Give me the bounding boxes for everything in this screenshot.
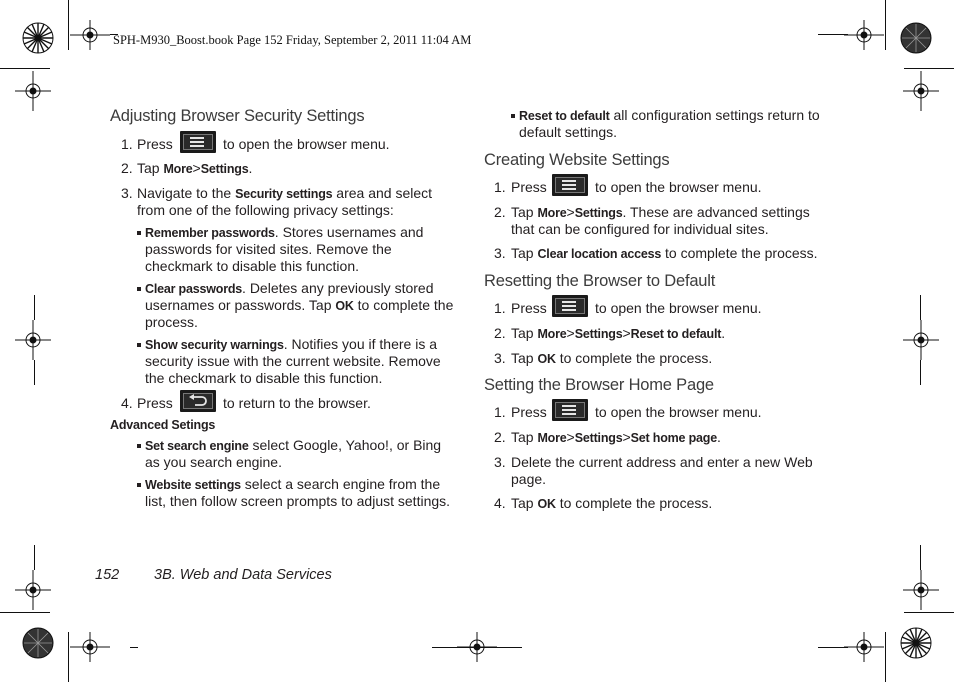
trim-line <box>904 68 954 69</box>
print-header: SPH-M930_Boost.book Page 152 Friday, September 2, 2011 11:04 AM <box>113 33 472 47</box>
step-2: 2. Tap More>Settings>Set home page. <box>494 429 721 445</box>
crosshair-registration-icon <box>844 632 884 662</box>
starburst-registration-icon <box>22 22 54 54</box>
step-2: 2. Tap More>Settings. <box>121 160 253 176</box>
dark-registration-icon <box>900 22 932 54</box>
trim-line <box>818 647 848 648</box>
crosshair-registration-icon <box>15 320 51 360</box>
step-3: 3. Tap Clear location access to complete the process. <box>494 245 818 261</box>
step-1: 1. Press to open the browser menu. <box>121 136 461 158</box>
trim-line <box>130 647 138 648</box>
starburst-registration-icon <box>900 627 932 659</box>
trim-line <box>920 295 921 320</box>
page-number: 152 <box>95 567 120 583</box>
menu-key-icon <box>552 399 588 421</box>
bullet-set-search-engine: Set search engine select Google, Yahoo!, or Bing as you search engine. <box>137 437 467 473</box>
crosshair-registration-icon <box>903 570 939 610</box>
step-3: 3. Tap OK to complete the process. <box>494 350 713 366</box>
bullet-remember-passwords: Remember passwords. Stores usernames and passwords for visited sites. Remove the checkmark to disable this function. <box>137 224 467 276</box>
trim-line <box>34 545 35 570</box>
dark-registration-icon <box>22 627 54 659</box>
step-3: 3. Navigate to the Security settings area and select from one of the following privacy settings: <box>121 185 433 218</box>
step-3: 3. Delete the current address and enter a new Web page. <box>494 454 813 487</box>
trim-line <box>904 612 954 613</box>
step-4: 4. Press to return to the browser. <box>121 395 461 417</box>
section-footer: 3B. Web and Data Services <box>154 567 332 583</box>
trim-line <box>0 68 50 69</box>
section-title-resetting: Resetting the Browser to Default <box>484 272 716 290</box>
back-key-icon <box>180 390 216 412</box>
section-title-home-page: Setting the Browser Home Page <box>484 376 714 394</box>
menu-key-icon <box>180 131 216 153</box>
crosshair-registration-icon <box>70 632 110 662</box>
menu-key-icon <box>552 174 588 196</box>
trim-line <box>885 0 886 50</box>
trim-line <box>818 34 848 35</box>
trim-line <box>920 545 921 570</box>
crosshair-registration-icon <box>15 71 51 111</box>
step-2: 2. Tap More>Settings. These are advanced settings that can be configured for individual sites. <box>494 204 810 237</box>
crosshair-registration-icon <box>15 570 51 610</box>
step-1: 1. Press to open the browser menu. <box>494 404 834 426</box>
menu-key-icon <box>552 295 588 317</box>
step-4: 4. Tap OK to complete the process. <box>494 495 713 511</box>
trim-line <box>34 295 35 320</box>
bullet-show-security-warnings: Show security warnings. Notifies you if there is a security issue with the current website. Remove the checkmark to disable this function. <box>137 336 467 388</box>
trim-line <box>432 647 522 648</box>
trim-line <box>68 632 69 682</box>
trim-line <box>0 612 50 613</box>
section-title-security: Adjusting Browser Security Settings <box>110 107 365 125</box>
trim-line <box>68 0 69 50</box>
step-number: 1. <box>121 136 133 152</box>
step-1: 1. Press to open the browser menu. <box>494 300 834 322</box>
step-2: 2. Tap More>Settings>Reset to default. <box>494 325 726 341</box>
section-title-creating: Creating Website Settings <box>484 151 670 169</box>
crosshair-registration-icon <box>70 20 110 50</box>
bullet-reset-to-default: Reset to default all configuration settings return to default settings. <box>511 107 841 143</box>
crosshair-registration-icon <box>903 320 939 360</box>
advanced-settings-heading: Advanced Setings <box>110 418 216 432</box>
trim-line <box>920 360 921 385</box>
bullet-website-settings: Website settings select a search engine from the list, then follow screen prompts to adjust settings. <box>137 476 467 512</box>
crosshair-registration-icon <box>903 71 939 111</box>
crosshair-registration-icon <box>844 20 884 50</box>
trim-line <box>34 360 35 385</box>
bullet-clear-passwords: Clear passwords. Deletes any previously stored usernames or passwords. Tap OK to complete the process. <box>137 280 467 332</box>
step-1: 1. Press to open the browser menu. <box>494 179 834 201</box>
trim-line <box>885 632 886 682</box>
